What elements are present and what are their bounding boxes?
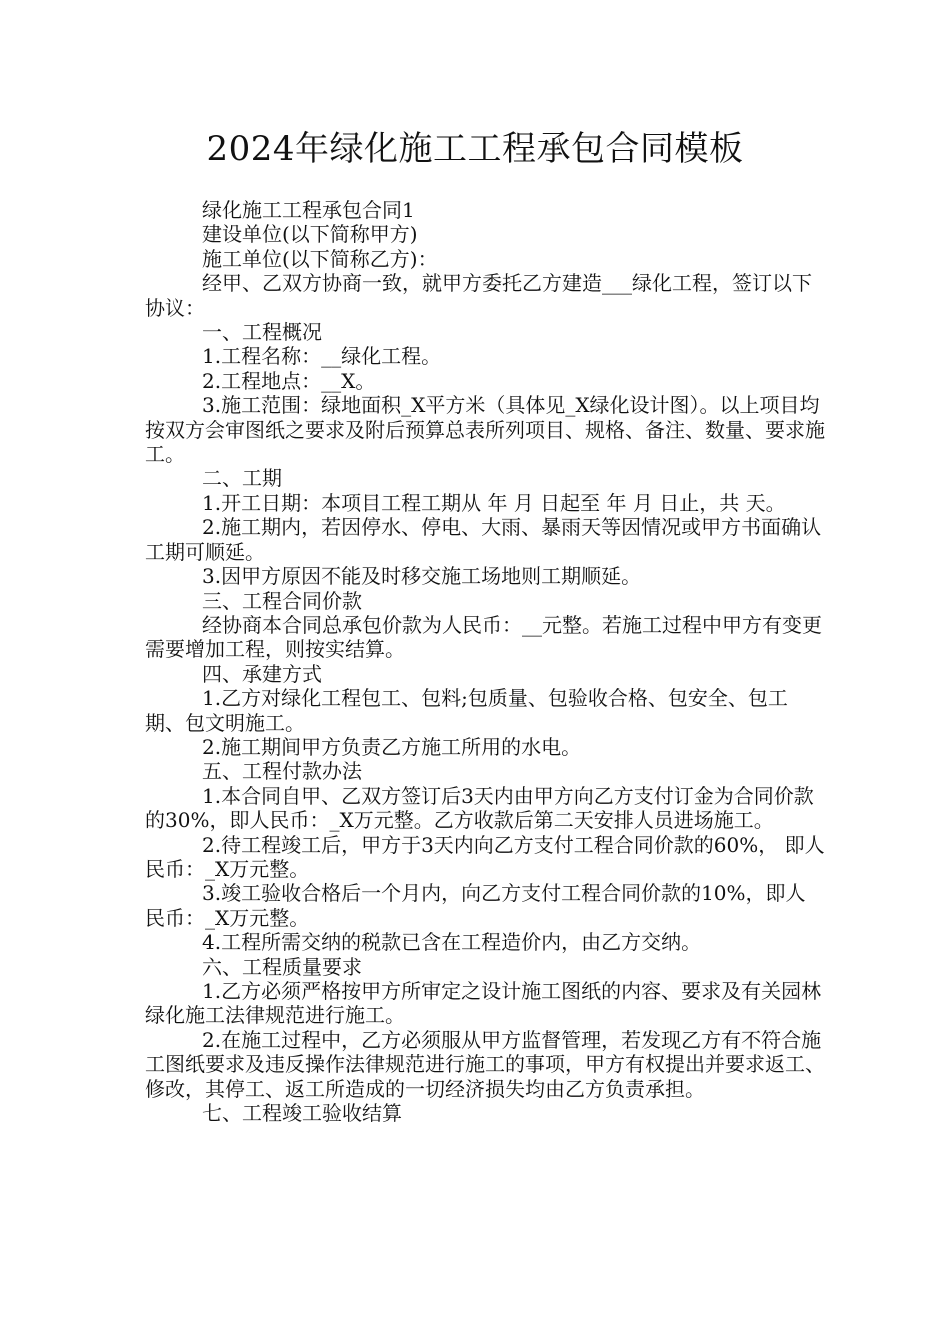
paragraph: 2.工程地点：__X。	[202, 368, 376, 393]
paragraph: 施工单位(以下简称乙方)：	[202, 246, 438, 271]
section-heading: 四、承建方式	[202, 661, 322, 686]
paragraph: 2.施工期间甲方负责乙方施工所用的水电。	[202, 734, 582, 759]
section-heading: 二、工期	[202, 466, 282, 491]
paragraph: 经甲、乙双方协商一致，就甲方委托乙方建造___绿化工程，签订以下协议：	[145, 271, 812, 320]
paragraph: 1.开工日期：本项目工程工期从 年 月 日起至 年 月 日止，共 天。	[202, 490, 786, 515]
paragraph: 2.施工期内，若因停水、停电、大雨、暴雨天等因情况或甲方书面确认工期可顺延。	[145, 515, 822, 564]
paragraph: 建设单位(以下简称甲方)	[202, 222, 418, 247]
paragraph: 1.乙方对绿化工程包工、包料;包质量、包验收合格、包安全、包工期、包文明施工。	[145, 686, 788, 735]
document-title: 2024年绿化施工工程承包合同模板	[206, 129, 744, 169]
section-heading: 七、工程竣工验收结算	[202, 1101, 402, 1126]
paragraph: 1.乙方必须严格按甲方所审定之设计施工图纸的内容、要求及有关园林绿化施工法律规范进行施工。	[145, 979, 822, 1028]
section-heading: 一、工程概况	[202, 320, 322, 345]
paragraph: 1.工程名称：__绿化工程。	[202, 344, 442, 369]
paragraph: 3.施工范围：绿地面积_X平方米（具体见_X绿化设计图）。以上项目均按双方会审图纸之要求及附后预算总表所列项目、规格、备注、数量、要求施工。	[145, 393, 825, 467]
paragraph: 2.在施工过程中，乙方必须服从甲方监督管理，若发现乙方有不符合施工图纸要求及违反操作法律规范进行施工的事项，甲方有权提出并要求返工、修改，其停工、返工所造成的一切经济损失均由乙方负责承担。	[145, 1027, 825, 1101]
document-body	[145, 198, 825, 1125]
paragraph: 2.待工程竣工后，甲方于3天内向乙方支付工程合同价款的60%， 即人民币：_X万元整。	[145, 832, 825, 881]
section-heading: 五、工程付款办法	[202, 759, 362, 784]
paragraph: 3.竣工验收合格后一个月内，向乙方支付工程合同价款的10%，即人民币：_X万元整。	[145, 881, 806, 930]
paragraph: 4.工程所需交纳的税款已含在工程造价内，由乙方交纳。	[202, 930, 702, 955]
paragraph: 绿化施工工程承包合同1	[202, 198, 415, 222]
paragraph: 3.因甲方原因不能及时移交施工场地则工期顺延。	[202, 564, 642, 589]
paragraph: 1.本合同自甲、乙双方签订后3天内由甲方向乙方支付订金为合同价款的30%，即人民币：_X万元整。乙方收款后第二天安排人员进场施工。	[145, 783, 814, 833]
section-heading: 六、工程质量要求	[202, 954, 362, 979]
section-heading: 三、工程合同价款	[202, 588, 362, 613]
paragraph: 经协商本合同总承包价款为人民币：__元整。若施工过程中甲方有变更需要增加工程，则按实结算。	[145, 612, 822, 662]
